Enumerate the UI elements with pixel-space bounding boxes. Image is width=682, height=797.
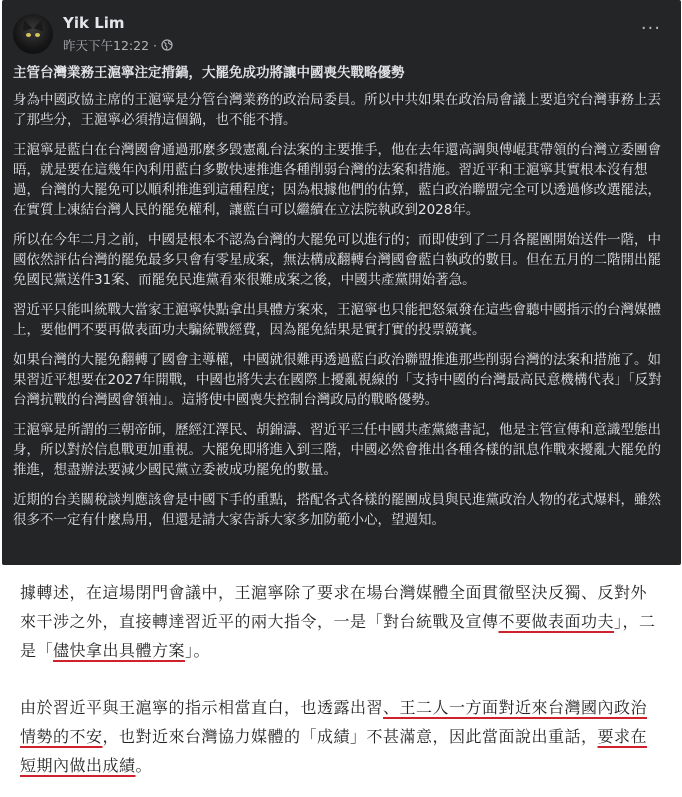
author-avatar[interactable] [13, 14, 53, 54]
excerpt-text: 」，二是「 [20, 612, 656, 660]
excerpt-paragraph-2 [20, 693, 660, 780]
avatar-cat-ear-left [20, 19, 33, 32]
excerpt-text: 由於習近平與王滬寧的指示相當直白，也透露出習 [20, 698, 384, 717]
quoted-news-excerpt [0, 578, 682, 797]
highlighted-phrase: 、王二人一方面對近來台灣國內政治情勢的不安 [20, 698, 648, 746]
excerpt-text: 據轉述，在這場閉門會議中，王滬寧除了要求在場台灣媒體全面貫徹堅決反獨、反對外來干涉之外，直接轉達習近平的兩大指令，一是「對台統戰及宣傳 [20, 583, 648, 631]
avatar-cat-ear-right [34, 19, 47, 32]
avatar-cat-eye-left [26, 33, 31, 37]
excerpt-text: 」。 [185, 641, 211, 660]
excerpt-text: ，也對近來台灣協力媒體的「成績」不甚滿意，因此當面說出重話， [102, 727, 598, 746]
post-meta [63, 36, 173, 54]
post-paragraph: 習近平只能叫統戰大當家王滬寧快點拿出具體方案來，王滬寧也只能把怒氣發在這些會聽中國指示的台灣媒體上，要他們不要再做表面功夫騙統戰經費，因為罷免結果是實打實的投票競賽。 [13, 302, 661, 338]
post-text [13, 63, 671, 540]
excerpt-text: 。 [135, 756, 153, 775]
meta-separator: · [153, 37, 158, 53]
excerpt-paragraph-1 [20, 578, 660, 665]
globe-icon[interactable] [161, 39, 173, 51]
author-name[interactable]: Yik Lim [63, 14, 125, 32]
more-options-icon[interactable]: ··· [640, 18, 661, 39]
highlighted-phrase: 要求在短期內做出成績 [20, 727, 648, 775]
highlighted-phrase: 不要做表面功夫 [498, 612, 615, 631]
facebook-post-card [2, 0, 681, 565]
post-paragraph: 身為中國政協主席的王滬寧是分管台灣業務的政治局委員。所以中共如果在政治局會議上要追究台灣事務上丟了那些分，王滬寧必須揹這個鍋，也不能不揹。 [13, 92, 661, 128]
highlighted-phrase: 儘快拿出具體方案 [53, 641, 186, 660]
post-paragraph: 近期的台美關稅談判應該會是中國下手的重點，搭配各式各樣的罷團成員與民進黨政治人物的花式爆料，雖然很多不一定有什麼鳥用，但還是請大家告訴大家多加防範小心，望週知。 [13, 492, 661, 528]
post-paragraph: 王滬寧是藍白在台灣國會通過那麼多毀憲亂台法案的主要推手，他在去年還高調與傅崐萁帶領的台灣立委團會晤，就是要在這幾年內利用藍白多數快速推進各種削弱台灣的法案和措施。習近平和王滬寧其實根本沒有想過，台灣的大罷免可以順利推進到這種程度；因為根據他們的估算，藍白政治聯盟完全可以透過修改選罷法，在實質上凍結台灣人民的罷免權利，讓藍白可以繼續在立法院執政到2028年。 [13, 142, 661, 218]
post-paragraph: 所以在今年二月之前，中國是根本不認為台灣的大罷免可以進行的；而即使到了二月各罷團開始送件一階，中國依然評估台灣的罷免最多只會有零星成案，無法構成翻轉台灣國會藍白執政的數目。但在五月的二階開出罷免國民黨送件31案、而罷免民進黨看來很難成案之後，中國共產黨開始著急。 [13, 232, 661, 288]
post-paragraph: 王滬寧是所謂的三朝帝師，歷經江澤民、胡錦濤、習近平三任中國共產黨總書記，他是主管宣傳和意識型態出身，所以對於信息戰更加重視。大罷免即將進入到三階，中國必然會推出各種各樣的訊息作戰來擾亂大罷免的推進，想盡辦法要減少國民黨立委被成功罷免的數量。 [13, 422, 661, 478]
post-timestamp[interactable]: 昨天下午12:22 [63, 38, 150, 53]
post-paragraph: 如果台灣的大罷免翻轉了國會主導權，中國就很難再透過藍白政治聯盟推進那些削弱台灣的法案和措施了。如果習近平想要在2027年開戰，中國也將失去在國際上擾亂視線的「支持中國的台灣最高民意機構代表」「反對台灣抗戰的台灣國會領袖」。這將使中國喪失控制台灣政局的戰略優勢。 [13, 352, 662, 408]
avatar-cat-eye-right [35, 33, 40, 37]
post-headline: 主管台灣業務王滬寧注定揹鍋，大罷免成功將讓中國喪失戰略優勢 [13, 65, 405, 81]
